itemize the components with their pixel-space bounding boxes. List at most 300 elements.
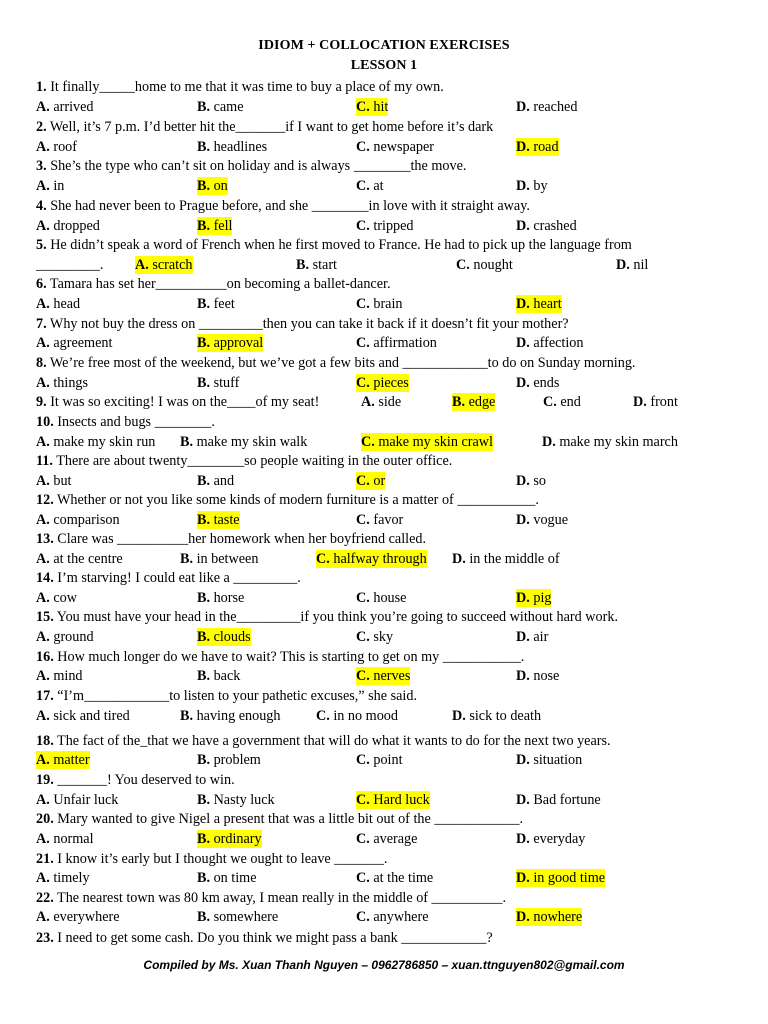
option-letter: D.	[516, 870, 530, 886]
question-number: 20.	[36, 811, 54, 827]
option-c-correct	[356, 667, 410, 685]
option-d	[452, 707, 541, 725]
option-text: or	[369, 473, 386, 489]
option-letter: A.	[36, 375, 50, 391]
question-number: 17.	[36, 688, 54, 704]
option-text: stuff	[210, 375, 240, 391]
option-text: ends	[529, 375, 560, 391]
option-b	[197, 869, 257, 887]
option-text: end	[556, 394, 581, 410]
options-row-20	[0, 830, 768, 848]
option-text: somewhere	[210, 909, 279, 925]
option-letter: C.	[356, 590, 370, 606]
option-a	[36, 334, 112, 352]
option-text: affection	[529, 335, 584, 351]
option-letter: C.	[356, 218, 370, 234]
option-letter: D.	[516, 139, 530, 155]
option-d-correct	[516, 295, 562, 313]
options-row-6	[0, 295, 768, 313]
question-text: Why not buy the dress on _________then you can take it back if it doesn’t fit your mother?	[46, 316, 569, 332]
option-b-correct	[197, 177, 228, 195]
option-text: average	[369, 831, 418, 847]
question-number: 21.	[36, 851, 54, 867]
option-letter: D.	[516, 99, 530, 115]
option-text: nought	[469, 257, 513, 273]
question-number: 9.	[36, 394, 47, 410]
option-letter: D.	[516, 296, 530, 312]
option-d	[516, 334, 584, 352]
option-text: nil	[629, 257, 649, 273]
option-d	[452, 550, 560, 568]
option-text: newspaper	[369, 139, 435, 155]
question-text: I’m starving! I could eat like a _________.	[53, 570, 301, 586]
question-text: It finally_____home to me that it was time to buy a place of my own.	[46, 79, 444, 95]
question-1	[36, 78, 444, 96]
options-row-4	[0, 217, 768, 235]
option-c-correct	[316, 550, 427, 568]
option-c	[356, 217, 414, 235]
option-letter: A.	[135, 257, 149, 273]
option-letter: C.	[316, 551, 330, 567]
question-text: Mary wanted to give Nigel a present that was a little bit out of the ____________.	[53, 811, 524, 827]
option-text: sick to death	[465, 708, 542, 724]
option-a	[36, 707, 130, 725]
option-text: at	[369, 178, 384, 194]
option-letter: C.	[356, 139, 370, 155]
option-letter: B.	[197, 178, 211, 194]
question-number: 22.	[36, 890, 54, 906]
option-letter: C.	[361, 434, 375, 450]
option-letter: C.	[356, 99, 370, 115]
option-letter: C.	[356, 335, 370, 351]
option-letter: C.	[356, 870, 370, 886]
question-number: 19.	[36, 772, 54, 788]
question-3	[36, 157, 466, 175]
option-letter: B.	[197, 296, 211, 312]
option-letter: A.	[36, 434, 50, 450]
option-letter: C.	[356, 512, 370, 528]
question-text: You must have your head in the_________if you think you’re going to succeed without hard work.	[53, 609, 618, 625]
option-letter: B.	[197, 512, 211, 528]
options-row-8	[0, 374, 768, 392]
option-letter: B.	[180, 708, 194, 724]
question-7	[36, 315, 569, 333]
option-b	[197, 98, 244, 116]
option-a-correct	[135, 256, 193, 274]
options-row-11	[0, 472, 768, 490]
question-number: 6.	[36, 276, 47, 292]
footer-credit: Compiled by Ms. Xuan Thanh Nguyen – 0962786850 – xuan.ttnguyen802@gmail.com	[143, 958, 625, 972]
option-text: dropped	[49, 218, 100, 234]
option-text: make my skin crawl	[374, 434, 493, 450]
option-letter: D.	[516, 752, 530, 768]
option-b	[197, 751, 261, 769]
option-text: timely	[49, 870, 90, 886]
option-text: in the middle of	[465, 551, 560, 567]
option-c	[356, 589, 406, 607]
option-text: reached	[529, 99, 578, 115]
option-text: by	[529, 178, 548, 194]
option-a	[36, 667, 83, 685]
option-b	[180, 550, 258, 568]
options-row-18	[0, 751, 768, 769]
option-text: on	[210, 178, 228, 194]
question-number: 18.	[36, 733, 54, 749]
option-b-correct	[197, 217, 232, 235]
page-title: IDIOM + COLLOCATION EXERCISES	[258, 38, 510, 53]
option-a	[36, 433, 155, 451]
option-letter: D.	[616, 257, 630, 273]
option-letter: C.	[456, 257, 470, 273]
option-b-correct	[197, 334, 263, 352]
question-number: 1.	[36, 79, 47, 95]
option-c	[356, 751, 403, 769]
options-row-7	[0, 334, 768, 352]
option-c	[356, 177, 384, 195]
question-number: 15.	[36, 609, 54, 625]
option-letter: A.	[36, 99, 50, 115]
question-2	[36, 118, 493, 136]
option-d	[516, 830, 585, 848]
option-d	[633, 393, 678, 411]
option-text: nowhere	[529, 909, 583, 925]
option-letter: D.	[516, 831, 530, 847]
option-text: road	[529, 139, 559, 155]
option-letter: B.	[180, 551, 194, 567]
options-row-12	[0, 511, 768, 529]
option-text: normal	[49, 831, 94, 847]
option-b-correct	[197, 628, 251, 646]
question-text: The nearest town was 80 km away, I mean really in the middle of __________.	[53, 890, 507, 906]
option-text: heart	[529, 296, 562, 312]
question-text: _______! You deserved to win.	[53, 772, 235, 788]
option-a	[36, 589, 77, 607]
option-text: brain	[369, 296, 403, 312]
option-text: at the centre	[49, 551, 123, 567]
option-text: so	[529, 473, 546, 489]
question-19	[36, 771, 235, 789]
option-c-correct	[356, 98, 388, 116]
option-c	[456, 256, 513, 274]
option-letter: A.	[36, 296, 50, 312]
question-18	[36, 732, 611, 750]
option-letter: B.	[197, 139, 211, 155]
question-text: Well, it’s 7 p.m. I’d better hit the_______if I want to get home before it’s dark	[46, 119, 494, 135]
option-a	[36, 550, 123, 568]
option-text: side	[374, 394, 402, 410]
question-20	[36, 810, 523, 828]
option-text: scratch	[148, 257, 193, 273]
option-b	[180, 707, 281, 725]
question-number: 10.	[36, 414, 54, 430]
question-number: 5.	[36, 237, 47, 253]
option-c	[356, 869, 433, 887]
option-letter: C.	[356, 473, 370, 489]
option-letter: A.	[36, 870, 50, 886]
option-a	[36, 374, 88, 392]
option-d	[542, 433, 678, 451]
option-text: front	[646, 394, 678, 410]
option-a	[36, 217, 100, 235]
option-a	[36, 791, 118, 809]
option-c	[356, 628, 393, 646]
question-text: How much longer do we have to wait? This is starting to get on my ___________.	[53, 649, 525, 665]
option-letter: D.	[516, 909, 530, 925]
options-row-13	[0, 550, 768, 568]
option-text: everyday	[529, 831, 586, 847]
option-letter: D.	[516, 629, 530, 645]
option-d	[516, 472, 546, 490]
option-d-correct	[516, 869, 605, 887]
option-c-correct	[356, 374, 409, 392]
option-c	[356, 138, 434, 156]
option-c	[356, 511, 403, 529]
option-c	[356, 908, 429, 926]
option-text: ordinary	[210, 831, 262, 847]
option-text: matter	[49, 752, 90, 768]
question-text: I know it’s early but I thought we ought to leave _______.	[53, 851, 388, 867]
option-a	[36, 472, 71, 490]
question-text: Clare was __________her homework when her boyfriend called.	[53, 531, 427, 547]
question-text: Whether or not you like some kinds of modern furniture is a matter of ___________.	[53, 492, 539, 508]
option-letter: B.	[197, 909, 211, 925]
question-text: Tamara has set her__________on becoming a ballet-dancer.	[46, 276, 391, 292]
option-a	[36, 869, 90, 887]
option-c	[356, 334, 437, 352]
option-b	[180, 433, 307, 451]
option-text: in between	[193, 551, 259, 567]
option-text: ground	[49, 629, 94, 645]
question-6	[36, 275, 391, 293]
question-number: 12.	[36, 492, 54, 508]
option-d	[516, 628, 548, 646]
option-text: make my skin run	[49, 434, 156, 450]
option-text: agreement	[49, 335, 113, 351]
option-text: at the time	[369, 870, 434, 886]
option-text: point	[369, 752, 403, 768]
question-22	[36, 889, 506, 907]
question-12	[36, 491, 539, 509]
option-d-correct	[516, 138, 559, 156]
option-b	[197, 295, 235, 313]
option-d	[516, 217, 577, 235]
option-letter: A.	[36, 335, 50, 351]
option-text: cow	[49, 590, 77, 606]
question-text: She had never been to Prague before, and she ________in love with it straight away.	[46, 198, 530, 214]
question-text: There are about twenty________so people waiting in the outer office.	[52, 453, 453, 469]
option-text: and	[210, 473, 235, 489]
question-10	[36, 413, 215, 431]
option-text: affirmation	[369, 335, 437, 351]
option-a-correct	[36, 751, 90, 769]
option-text: edge	[465, 394, 496, 410]
option-text: vogue	[529, 512, 569, 528]
option-b-correct	[197, 511, 240, 529]
question-number: 13.	[36, 531, 54, 547]
option-b	[197, 589, 244, 607]
question-text: I need to get some cash. Do you think we might pass a bank ____________?	[53, 930, 493, 946]
question-text: We’re free most of the weekend, but we’ve got a few bits and ____________to do on Sunday morning.	[46, 355, 636, 371]
question-text: It was so exciting! I was on the____of my seat!	[46, 394, 320, 410]
option-b	[197, 472, 234, 490]
option-text: problem	[210, 752, 261, 768]
option-letter: A.	[36, 551, 50, 567]
question-number: 3.	[36, 158, 47, 174]
option-letter: A.	[36, 668, 50, 684]
option-letter: D.	[633, 394, 647, 410]
question-number: 16.	[36, 649, 54, 665]
option-letter: B.	[197, 870, 211, 886]
option-letter: D.	[516, 335, 530, 351]
option-text: taste	[210, 512, 240, 528]
options-row-22	[0, 908, 768, 926]
option-letter: C.	[356, 668, 370, 684]
option-text: pieces	[369, 375, 409, 391]
option-letter: A.	[36, 218, 50, 234]
options-row-19	[0, 791, 768, 809]
option-b	[197, 908, 278, 926]
option-letter: B.	[197, 99, 211, 115]
option-text: anywhere	[369, 909, 429, 925]
option-letter: B.	[197, 752, 211, 768]
option-letter: A.	[36, 178, 50, 194]
option-letter: D.	[516, 668, 530, 684]
option-letter: A.	[36, 629, 50, 645]
question-8	[36, 354, 635, 372]
option-text: Hard luck	[369, 792, 430, 808]
option-text: nose	[529, 668, 560, 684]
option-text: make my skin march	[555, 434, 678, 450]
option-b	[197, 138, 267, 156]
option-text: tripped	[369, 218, 414, 234]
option-text: Unfair luck	[49, 792, 119, 808]
option-letter: A.	[36, 590, 50, 606]
option-text: feet	[210, 296, 235, 312]
option-text: but	[49, 473, 72, 489]
option-c	[543, 393, 581, 411]
option-text: hit	[369, 99, 389, 115]
options-row-15	[0, 628, 768, 646]
option-letter: B.	[197, 668, 211, 684]
option-letter: A.	[36, 473, 50, 489]
question-number: 7.	[36, 316, 47, 332]
option-b	[197, 791, 275, 809]
question-text: He didn’t speak a word of French when he first moved to France. He had to pick up the language from	[46, 237, 632, 253]
question-13	[36, 530, 426, 548]
option-text: house	[369, 590, 407, 606]
option-a	[36, 138, 77, 156]
option-text: headlines	[210, 139, 268, 155]
option-c-correct	[356, 472, 385, 490]
option-b-correct	[452, 393, 495, 411]
option-text: sky	[369, 629, 394, 645]
option-letter: B.	[197, 831, 211, 847]
option-text: on time	[210, 870, 257, 886]
answer-blank: _________.	[36, 257, 104, 273]
option-text: comparison	[49, 512, 120, 528]
option-letter: C.	[356, 792, 370, 808]
option-letter: A.	[36, 831, 50, 847]
option-c	[356, 295, 403, 313]
option-b-correct	[197, 830, 262, 848]
option-letter: B.	[197, 335, 211, 351]
option-d	[516, 667, 559, 685]
option-text: mind	[49, 668, 83, 684]
option-text: halfway through	[329, 551, 427, 567]
lesson-subtitle: LESSON 1	[350, 58, 418, 73]
option-letter: A.	[36, 708, 50, 724]
option-letter: C.	[356, 629, 370, 645]
options-row-1	[0, 98, 768, 116]
option-letter: C.	[356, 375, 370, 391]
option-letter: A.	[36, 909, 50, 925]
option-letter: A.	[36, 792, 50, 808]
question-11	[36, 452, 452, 470]
question-number: 11.	[36, 453, 53, 469]
option-letter: B.	[452, 394, 466, 410]
option-a	[36, 830, 94, 848]
option-text: back	[210, 668, 241, 684]
option-letter: B.	[197, 590, 211, 606]
option-text: favor	[369, 512, 404, 528]
option-text: horse	[210, 590, 245, 606]
options-row-5	[0, 256, 768, 274]
option-text: approval	[210, 335, 264, 351]
question-text: The fact of the_that we have a government that will do what it wants to do for the next two years.	[53, 733, 611, 749]
option-d	[516, 511, 568, 529]
option-a	[36, 295, 80, 313]
option-c-correct	[356, 791, 430, 809]
question-text: Insects and bugs ________.	[53, 414, 215, 430]
option-d	[516, 98, 577, 116]
option-d-correct	[516, 908, 582, 926]
option-letter: A.	[361, 394, 375, 410]
options-row-17	[0, 707, 768, 725]
option-c	[316, 707, 398, 725]
option-letter: C.	[356, 909, 370, 925]
option-text: pig	[529, 590, 552, 606]
option-d	[616, 256, 648, 274]
question-4	[36, 197, 530, 215]
option-text: in	[49, 178, 65, 194]
question-23	[36, 929, 493, 947]
option-letter: C.	[356, 296, 370, 312]
option-text: roof	[49, 139, 77, 155]
option-text: clouds	[210, 629, 251, 645]
question-text: “I’m____________to listen to your pathetic excuses,” she said.	[53, 688, 418, 704]
option-letter: D.	[516, 178, 530, 194]
option-text: in good time	[529, 870, 606, 886]
options-row-16	[0, 667, 768, 685]
option-a	[36, 98, 94, 116]
option-letter: B.	[296, 257, 310, 273]
option-text: things	[49, 375, 89, 391]
question-21	[36, 850, 387, 868]
option-letter: A.	[36, 139, 50, 155]
question-5	[36, 236, 632, 254]
option-letter: A.	[36, 752, 50, 768]
option-b	[296, 256, 337, 274]
option-c	[356, 830, 417, 848]
question-number: 14.	[36, 570, 54, 586]
option-text: fell	[210, 218, 233, 234]
question-number: 8.	[36, 355, 47, 371]
question-16	[36, 648, 524, 666]
question-17	[36, 687, 417, 705]
option-text: Nasty luck	[210, 792, 275, 808]
option-letter: C.	[356, 831, 370, 847]
option-text: came	[210, 99, 244, 115]
